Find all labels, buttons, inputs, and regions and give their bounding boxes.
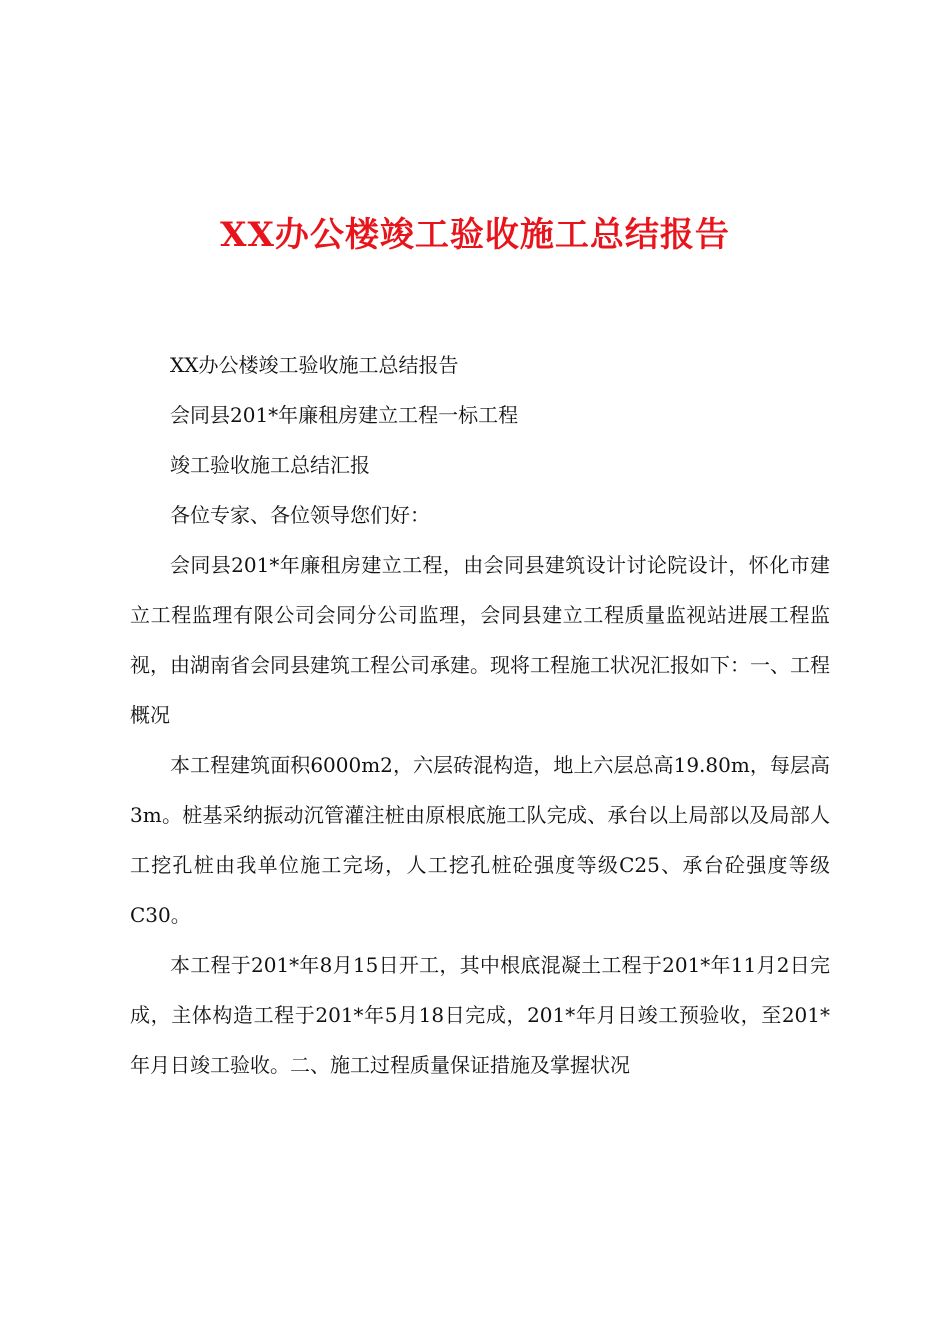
paragraph-greeting: 各位专家、各位领导您们好： xyxy=(170,503,430,527)
paragraph-schedule: 本工程于201*年8月15日开工，其中根底混凝土工程于201*年11月2日完成，主体构造工程于201*年5月18日完成，201*年月日竣工预验收，至201*年月日竣工验收。二、施工过程质量保证措施及掌握状况 xyxy=(130,953,830,1077)
paragraph-project-name: 会同县201*年廉租房建立工程一标工程 xyxy=(170,403,519,427)
document-body xyxy=(130,340,830,1090)
paragraph-overview: 本工程建筑面积6000m2，六层砖混构造，地上六层总高19.80m，每层高3m。桩基采纳振动沉管灌注桩由原根底施工队完成、承台以上局部以及局部人工挖孔桩由我单位施工完场，人工挖孔桩砼强度等级C25、承台砼强度等级C30。 xyxy=(130,753,830,927)
document-title: XX办公楼竣工验收施工总结报告 xyxy=(220,215,730,255)
paragraph-introduction: 会同县201*年廉租房建立工程，由会同县建筑设计讨论院设计，怀化市建立工程监理有限公司会同分公司监理，会同县建立工程质量监视站进展工程监视，由湖南省会同县建筑工程公司承建。现将工程施工状况汇报如下：一、工程概况 xyxy=(130,553,830,727)
paragraph-heading: XX办公楼竣工验收施工总结报告 xyxy=(170,353,459,377)
paragraph-report-title: 竣工验收施工总结汇报 xyxy=(170,453,370,477)
